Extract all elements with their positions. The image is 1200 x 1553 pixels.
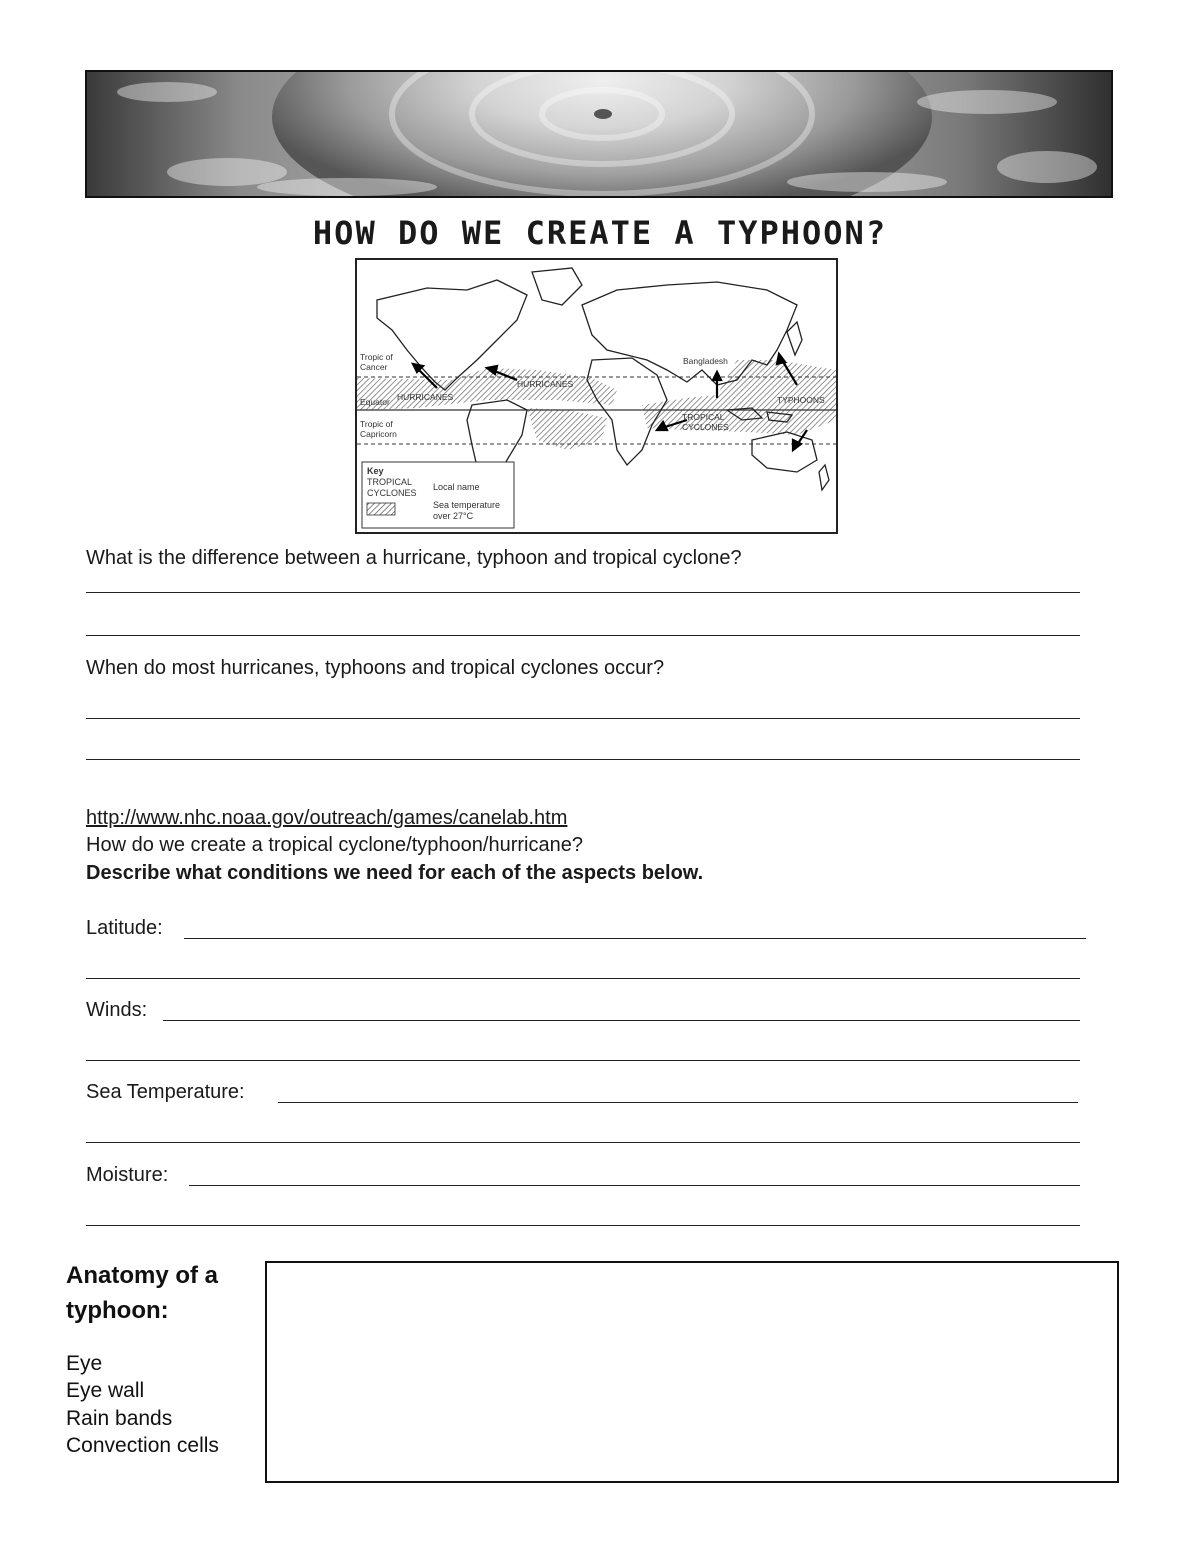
- moisture-answer-line[interactable]: [189, 1185, 1080, 1186]
- map-label-hurricanes-west: HURRICANES: [397, 392, 454, 402]
- map-label-bangladesh: Bangladesh: [683, 356, 728, 366]
- map-label-tropic-capricorn-2: Capricorn: [360, 429, 397, 439]
- instruction-text: Describe what conditions we need for each of the aspects below.: [86, 862, 704, 884]
- anatomy-item-convection-cells: Convection cells: [66, 1434, 219, 1457]
- typhoon-satellite-banner: [85, 70, 1113, 198]
- answer-line[interactable]: [86, 635, 1080, 636]
- anatomy-heading-line2: typhoon:: [66, 1297, 169, 1324]
- winds-answer-line[interactable]: [163, 1020, 1080, 1021]
- map-label-tropical-cyclones-1: TROPICAL: [682, 412, 725, 422]
- winds-answer-line-2[interactable]: [86, 1060, 1080, 1061]
- anatomy-heading-line1: Anatomy of a: [66, 1262, 219, 1289]
- latitude-label: Latitude:: [86, 917, 163, 939]
- anatomy-heading: [66, 1258, 218, 1328]
- map-key: [362, 462, 514, 528]
- key-sea-temp-2: over 27°C: [433, 511, 474, 521]
- anatomy-item-rain-bands: Rain bands: [66, 1407, 173, 1430]
- prompt-text: How do we create a tropical cyclone/typhoon/hurricane?: [86, 834, 583, 856]
- map-label-tropic-cancer-1: Tropic of: [360, 352, 393, 362]
- answer-line[interactable]: [86, 592, 1080, 593]
- latitude-answer-line-2[interactable]: [86, 978, 1080, 979]
- map-label-hurricanes-atlantic: HURRICANES: [517, 379, 574, 389]
- winds-label: Winds:: [86, 999, 148, 1021]
- answer-line[interactable]: [86, 718, 1080, 719]
- key-line2: CYCLONES: [367, 488, 417, 498]
- map-label-tropic-cancer-2: Cancer: [360, 362, 388, 372]
- question-2: When do most hurricanes, typhoons and tropical cyclones occur?: [86, 657, 665, 679]
- anatomy-drawing-box[interactable]: [265, 1261, 1119, 1483]
- map-label-tropic-capricorn-1: Tropic of: [360, 419, 393, 429]
- map-label-tropical-cyclones-2: CYCLONES: [682, 422, 729, 432]
- sea-temperature-answer-line[interactable]: [278, 1102, 1078, 1103]
- moisture-answer-line-2[interactable]: [86, 1225, 1080, 1226]
- sea-temperature-label: Sea Temperature:: [86, 1081, 245, 1103]
- key-line1: TROPICAL: [367, 477, 413, 487]
- anatomy-item-eye-wall: Eye wall: [66, 1379, 145, 1402]
- map-label-typhoons: TYPHOONS: [777, 395, 825, 405]
- world-map-graphic: [357, 260, 836, 532]
- map-label-equator: Equator: [360, 397, 390, 407]
- answer-line[interactable]: [86, 759, 1080, 760]
- satellite-image: [87, 72, 1113, 198]
- sea-temperature-answer-line-2[interactable]: [86, 1142, 1080, 1143]
- key-heading: Key: [367, 466, 384, 476]
- page-title: HOW DO WE CREATE A TYPHOON?: [312, 214, 888, 252]
- key-sea-temp-1: Sea temperature: [433, 500, 501, 510]
- moisture-label: Moisture:: [86, 1164, 169, 1186]
- tropical-cyclone-world-map: [355, 258, 838, 534]
- latitude-answer-line[interactable]: [184, 938, 1086, 939]
- anatomy-item-eye: Eye: [66, 1352, 103, 1375]
- key-local-name: Local name: [433, 482, 480, 492]
- canelab-link[interactable]: http://www.nhc.noaa.gov/outreach/games/canelab.htm: [86, 807, 568, 829]
- question-1: What is the difference between a hurricane, typhoon and tropical cyclone?: [86, 547, 742, 569]
